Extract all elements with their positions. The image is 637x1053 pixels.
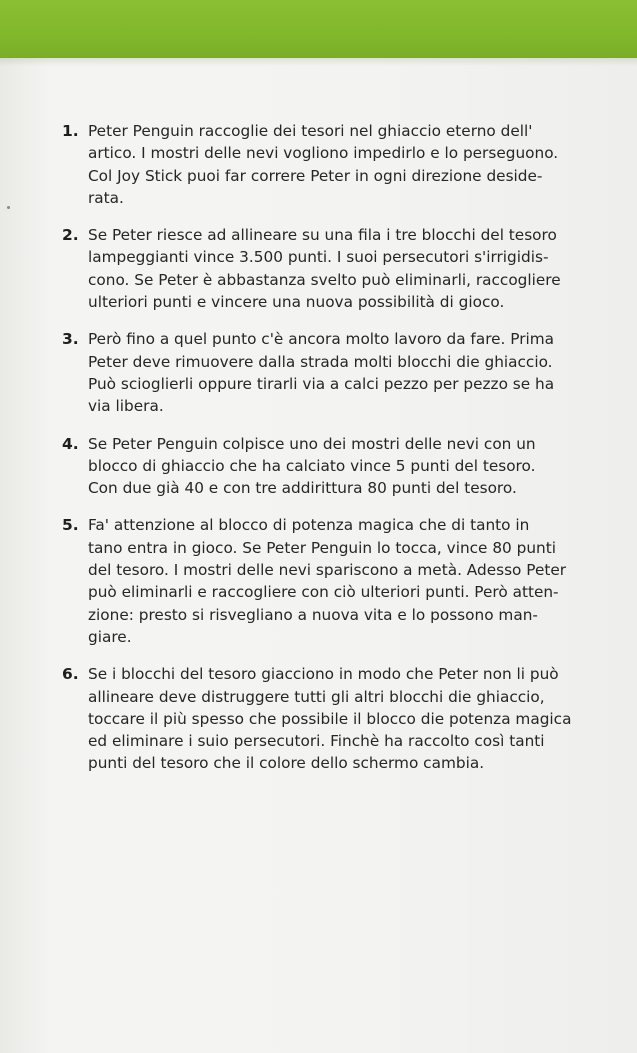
text-line: Però fino a quel punto c'è ancora molto lavoro da fare. Prima [88, 330, 555, 349]
text-line: zione: presto si risvegliano a nuova vita e lo possono man- [88, 605, 538, 624]
text-line: ed eliminare i suio persecutori. Finchè ha raccolto così tanti [88, 732, 545, 751]
instruction-text [88, 224, 602, 313]
text-line: punti del tesoro che il colore dello schermo cambia. [88, 754, 485, 773]
text-line: Peter deve rimuovere dalla strada molti blocchi die ghiaccio. [88, 352, 553, 371]
text-line: artico. I mostri delle nevi vogliono impedirlo e lo perseguono. [88, 144, 559, 163]
instruction-text [88, 328, 602, 417]
instruction-number: 2. [62, 226, 79, 245]
text-line: toccare il più spesso che possibile il blocco die potenza magica [88, 709, 572, 728]
instruction-text [88, 663, 602, 774]
text-line: Se i blocchi del tesoro giacciono in modo che Peter non li può [88, 665, 559, 684]
instruction-text [88, 514, 602, 648]
instruction-number: 6. [62, 665, 79, 684]
text-line: lampeggianti vince 3.500 punti. I suoi persecutori s'irrigidis- [88, 248, 549, 267]
text-line: tano entra in gioco. Se Peter Penguin lo tocca, vince 80 punti [88, 538, 557, 557]
text-line: via libera. [88, 397, 164, 416]
text-line: del tesoro. I mostri delle nevi spariscono a metà. Adesso Peter [88, 561, 567, 580]
instruction-text [88, 120, 602, 209]
instruction-item [62, 328, 602, 417]
green-header-band [0, 0, 637, 58]
margin-speck [7, 206, 10, 209]
text-line: Se Peter riesce ad allineare su una fila i tre blocchi del tesoro [88, 226, 557, 245]
text-line: Col Joy Stick puoi far correre Peter in ogni direzione deside- [88, 166, 543, 185]
text-line: Peter Penguin raccoglie dei tesori nel ghiaccio eterno dell' [88, 122, 533, 140]
text-line: può eliminarli e raccogliere con ciò ulteriori punti. Però atten- [88, 583, 559, 602]
text-line: blocco di ghiaccio che ha calciato vince 5 punti del tesoro. [88, 456, 536, 475]
text-line: Se Peter Penguin colpisce uno dei mostri delle nevi con un [88, 434, 536, 453]
text-line: Con due già 40 e con tre addirittura 80 punti del tesoro. [88, 479, 517, 498]
text-line: rata. [88, 188, 124, 207]
text-line: Fa' attenzione al blocco di potenza magica che di tanto in [88, 516, 530, 535]
instruction-number: 1. [62, 122, 79, 140]
instruction-list [62, 120, 602, 790]
text-line: ulteriori punti e vincere una nuova possibilità di gioco. [88, 293, 505, 312]
instruction-item [62, 120, 602, 209]
instruction-number: 3. [62, 330, 79, 349]
text-line: Può scioglierli oppure tirarli via a calci pezzo per pezzo se ha [88, 374, 555, 393]
instruction-number: 4. [62, 434, 79, 453]
instruction-item [62, 663, 602, 774]
text-line: allineare deve distruggere tutti gli altri blocchi die ghiaccio, [88, 687, 545, 706]
instruction-number: 5. [62, 516, 79, 535]
instruction-item [62, 514, 602, 648]
instruction-item [62, 224, 602, 313]
text-line: giare. [88, 627, 132, 646]
instruction-item [62, 433, 602, 500]
header-band-shadow [0, 58, 637, 66]
instruction-text [88, 433, 602, 500]
text-line: cono. Se Peter è abbastanza svelto può eliminarli, raccogliere [88, 270, 561, 289]
